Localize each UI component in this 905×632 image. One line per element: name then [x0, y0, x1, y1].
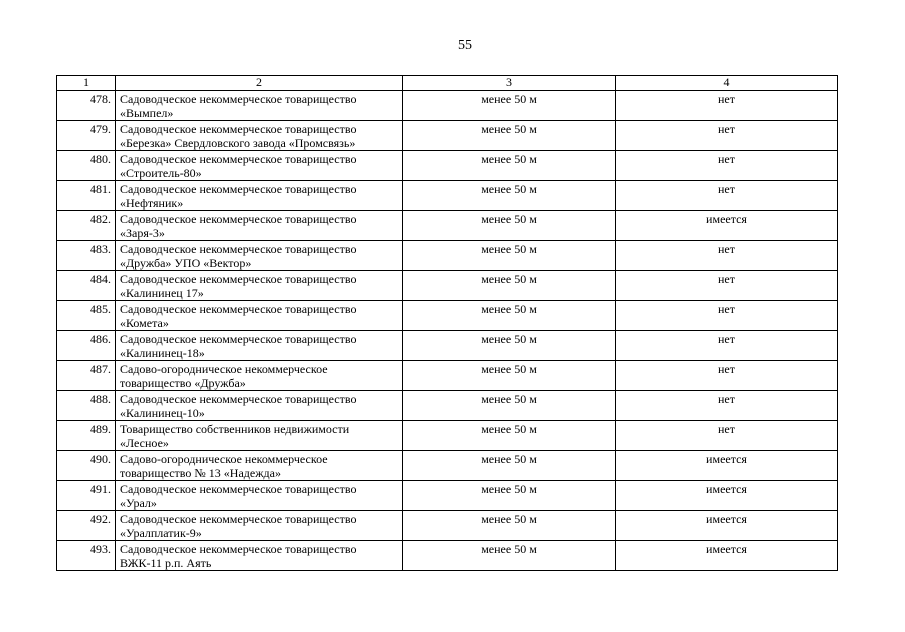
organization-name-line2: «Урал»: [120, 496, 157, 510]
organization-name-line1: Садоводческое некоммерческое товарищество: [120, 542, 357, 556]
table-row: [57, 181, 838, 211]
distance-cell: менее 50 м: [403, 391, 616, 421]
row-number: 480.: [57, 151, 116, 181]
availability-cell: нет: [616, 331, 838, 361]
organization-name: [116, 211, 403, 241]
organization-name-line1: Садоводческое некоммерческое товарищество: [120, 242, 357, 256]
organization-name-line2: «Калининец-18»: [120, 346, 205, 360]
row-number: 493.: [57, 541, 116, 571]
availability-cell: нет: [616, 391, 838, 421]
organization-name-line1: Садоводческое некоммерческое товарищество: [120, 212, 357, 226]
row-number: 481.: [57, 181, 116, 211]
page-number: 55: [458, 38, 472, 53]
header-col-2: 2: [116, 76, 403, 91]
organization-name-line1: Товарищество собственников недвижимости: [120, 422, 350, 436]
table-header: [57, 76, 838, 91]
organization-name-line2: «Заря-3»: [120, 226, 165, 240]
distance-cell: менее 50 м: [403, 211, 616, 241]
availability-cell: нет: [616, 241, 838, 271]
organization-name: [116, 541, 403, 571]
organization-name: [116, 481, 403, 511]
availability-cell: имеется: [616, 511, 838, 541]
organization-name-line1: Садоводческое некоммерческое товарищество: [120, 482, 357, 496]
table-row: [57, 91, 838, 121]
row-number: 483.: [57, 241, 116, 271]
organization-name: [116, 451, 403, 481]
organization-name: [116, 301, 403, 331]
row-number: 492.: [57, 511, 116, 541]
organization-name: [116, 181, 403, 211]
distance-cell: менее 50 м: [403, 301, 616, 331]
availability-cell: имеется: [616, 481, 838, 511]
row-number: 486.: [57, 331, 116, 361]
availability-cell: нет: [616, 121, 838, 151]
organization-name: [116, 151, 403, 181]
availability-cell: нет: [616, 91, 838, 121]
organization-name: [116, 271, 403, 301]
organization-name-line2: «Комета»: [120, 316, 169, 330]
organization-name-line2: «Березка» Свердловского завода «Промсвязь»: [120, 136, 356, 150]
row-number: 478.: [57, 91, 116, 121]
organization-name-line2: «Лесное»: [120, 436, 169, 450]
organization-name: [116, 511, 403, 541]
distance-cell: менее 50 м: [403, 91, 616, 121]
table-row: [57, 121, 838, 151]
header-col-1: 1: [57, 76, 116, 91]
distance-cell: менее 50 м: [403, 331, 616, 361]
organization-name-line1: Садоводческое некоммерческое товарищество: [120, 272, 357, 286]
organization-name-line1: Садоводческое некоммерческое товарищество: [120, 302, 357, 316]
organization-name: [116, 331, 403, 361]
header-col-4: 4: [616, 76, 838, 91]
table-row: [57, 301, 838, 331]
organization-name: [116, 121, 403, 151]
row-number: 485.: [57, 301, 116, 331]
organization-name-line1: Садоводческое некоммерческое товарищество: [120, 392, 357, 406]
organization-name-line2: «Вымпел»: [120, 106, 174, 120]
availability-cell: имеется: [616, 211, 838, 241]
distance-cell: менее 50 м: [403, 271, 616, 301]
header-row: [57, 76, 838, 91]
availability-cell: нет: [616, 361, 838, 391]
row-number: 482.: [57, 211, 116, 241]
organization-name-line2: «Нефтяник»: [120, 196, 184, 210]
table-row: [57, 391, 838, 421]
table-row: [57, 151, 838, 181]
registry-table: [56, 75, 838, 571]
organization-name-line1: Садоводческое некоммерческое товарищество: [120, 122, 357, 136]
distance-cell: менее 50 м: [403, 241, 616, 271]
distance-cell: менее 50 м: [403, 361, 616, 391]
organization-name-line1: Садоводческое некоммерческое товарищество: [120, 92, 357, 106]
table-row: [57, 451, 838, 481]
availability-cell: нет: [616, 271, 838, 301]
availability-cell: имеется: [616, 451, 838, 481]
organization-name-line2: «Уралплатик-9»: [120, 526, 202, 540]
availability-cell: имеется: [616, 541, 838, 571]
organization-name-line1: Садоводческое некоммерческое товарищество: [120, 152, 357, 166]
table-row: [57, 481, 838, 511]
distance-cell: менее 50 м: [403, 511, 616, 541]
row-number: 489.: [57, 421, 116, 451]
table-body: [57, 91, 838, 571]
organization-name: [116, 391, 403, 421]
organization-name-line2: «Строитель-80»: [120, 166, 202, 180]
table-row: [57, 211, 838, 241]
table-row: [57, 361, 838, 391]
header-col-3: 3: [403, 76, 616, 91]
organization-name: [116, 241, 403, 271]
table-row: [57, 331, 838, 361]
row-number: 484.: [57, 271, 116, 301]
organization-name-line1: Садоводческое некоммерческое товарищество: [120, 512, 357, 526]
row-number: 491.: [57, 481, 116, 511]
row-number: 488.: [57, 391, 116, 421]
availability-cell: нет: [616, 151, 838, 181]
organization-name-line2: «Калининец 17»: [120, 286, 204, 300]
organization-name: [116, 421, 403, 451]
organization-name-line2: товарищество «Дружба»: [120, 376, 246, 390]
organization-name-line2: товарищество № 13 «Надежда»: [120, 466, 281, 480]
distance-cell: менее 50 м: [403, 151, 616, 181]
organization-name-line2: «Дружба» УПО «Вектор»: [120, 256, 252, 270]
row-number: 479.: [57, 121, 116, 151]
distance-cell: менее 50 м: [403, 541, 616, 571]
row-number: 490.: [57, 451, 116, 481]
organization-name-line1: Садоводческое некоммерческое товарищество: [120, 332, 357, 346]
organization-name-line1: Садово-огородническое некоммерческое: [120, 362, 328, 376]
distance-cell: менее 50 м: [403, 481, 616, 511]
organization-name-line1: Садово-огородническое некоммерческое: [120, 452, 328, 466]
distance-cell: менее 50 м: [403, 421, 616, 451]
availability-cell: нет: [616, 421, 838, 451]
distance-cell: менее 50 м: [403, 451, 616, 481]
organization-name-line1: Садоводческое некоммерческое товарищество: [120, 182, 357, 196]
availability-cell: нет: [616, 181, 838, 211]
table-row: [57, 271, 838, 301]
organization-name-line2: «Калининец-10»: [120, 406, 205, 420]
distance-cell: менее 50 м: [403, 181, 616, 211]
distance-cell: менее 50 м: [403, 121, 616, 151]
row-number: 487.: [57, 361, 116, 391]
availability-cell: нет: [616, 301, 838, 331]
table-row: [57, 511, 838, 541]
organization-name: [116, 361, 403, 391]
table-row: [57, 541, 838, 571]
table-row: [57, 421, 838, 451]
organization-name-line2: ВЖК-11 р.п. Аять: [120, 556, 212, 570]
table-row: [57, 241, 838, 271]
organization-name: [116, 91, 403, 121]
